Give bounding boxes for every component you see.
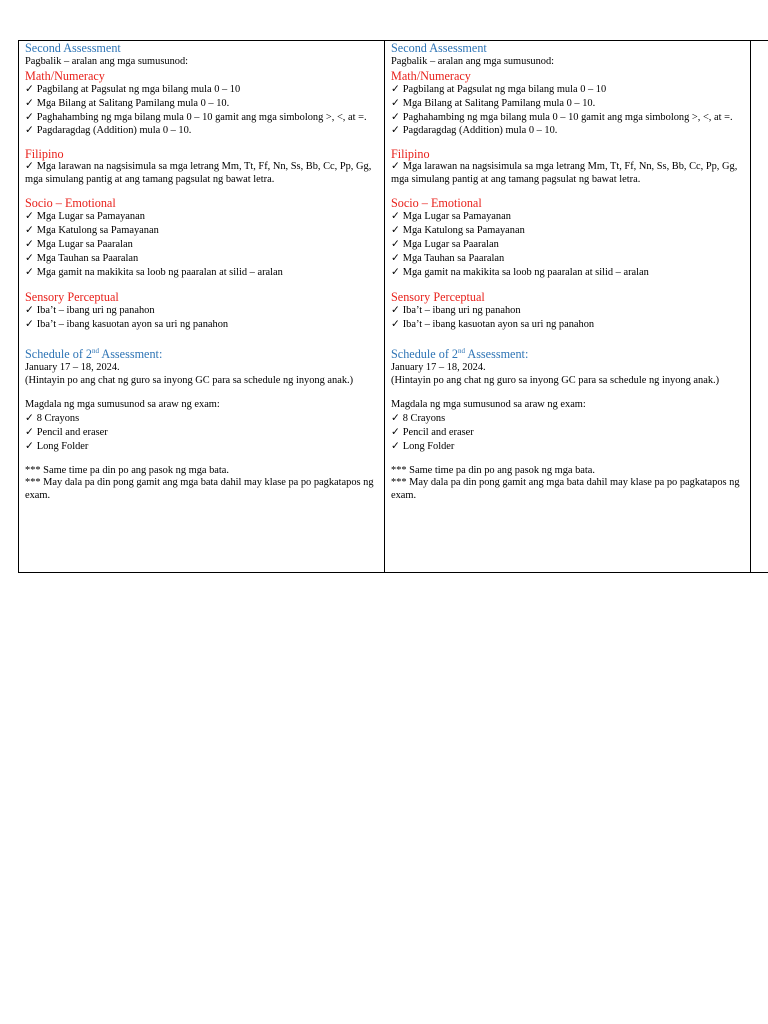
spacer [391, 187, 751, 196]
checklist-item [25, 97, 385, 111]
schedule-heading-superscript: nd [458, 346, 466, 355]
checklist-item-text: Mga Lugar sa Pamayanan [402, 210, 511, 222]
section-title: Sensory Perceptual [25, 289, 119, 304]
spacer [391, 332, 751, 348]
check-mark-icon: ✓ [25, 267, 34, 279]
review-intro: Pagbalik – aralan ang mga sumusunod: [391, 56, 555, 67]
schedule-heading [391, 348, 751, 361]
checklist-item [391, 210, 751, 224]
checklist-item [391, 224, 751, 238]
checklist-item [391, 304, 751, 318]
checklist-item [391, 266, 751, 280]
checklist-item-text: Iba’t – ibang uri ng panahon [36, 304, 155, 316]
checklist-item [391, 252, 751, 266]
check-mark-icon: ✓ [391, 304, 400, 316]
checklist-item [391, 112, 743, 125]
checklist-item [25, 124, 385, 138]
checklist-item [25, 224, 385, 238]
check-mark-icon: ✓ [391, 210, 400, 222]
review-intro: Pagbalik – aralan ang mga sumusunod: [25, 56, 189, 67]
checklist-item-text: Mga Lugar sa Pamayanan [36, 210, 145, 222]
schedule-heading-text: Assessment: [99, 347, 163, 362]
spacer [25, 455, 385, 465]
checklist-item [25, 318, 385, 332]
section-title: Math/Numeracy [391, 69, 471, 84]
checklist-item [25, 266, 385, 280]
checklist-item [25, 252, 385, 266]
checklist-item-text: Mga larawan na nagsisimula sa mga letrang Mm, Tt, Ff, Nn, Ss, Bb, Cc, Pp, Gg, mga simulang pantig at ang tamang pagsulat ng bawat letra. [391, 161, 738, 185]
table-column-1 [18, 41, 385, 572]
check-mark-icon: ✓ [391, 84, 400, 96]
spacer [391, 388, 751, 398]
spacer [391, 138, 751, 147]
checklist-item [25, 83, 385, 97]
checklist-item-text: 8 Crayons [36, 413, 80, 425]
spacer [25, 187, 385, 196]
check-mark-icon: ✓ [25, 427, 34, 439]
check-mark-icon: ✓ [25, 304, 34, 316]
check-mark-icon: ✓ [25, 413, 34, 425]
section-title: Sensory Perceptual [391, 289, 485, 304]
checklist-item [25, 210, 385, 224]
checklist-item-text: Mga Bilang at Salitang Pamilang mula 0 – 10. [402, 98, 596, 110]
check-mark-icon: ✓ [391, 427, 400, 439]
reminder-text: *** Same time pa din po ang pasok ng mga bata. [391, 464, 596, 476]
checklist-item [391, 161, 743, 186]
check-mark-icon: ✓ [25, 253, 34, 265]
check-mark-icon: ✓ [25, 111, 34, 123]
schedule-heading-text: Schedule of 2 [391, 347, 459, 362]
checklist-item-text: Mga Tauhan sa Paaralan [36, 253, 139, 265]
reminder-text: *** Same time pa din po ang pasok ng mga bata. [25, 464, 230, 476]
checklist-item [391, 238, 751, 252]
check-mark-icon: ✓ [25, 125, 34, 137]
checklist-item [25, 440, 385, 454]
check-mark-icon: ✓ [391, 111, 400, 123]
schedule-heading-superscript: nd [92, 346, 100, 355]
spacer [391, 455, 751, 465]
checklist-item-text: Long Folder [402, 441, 455, 453]
schedule-note: (Hintayin po ang chat ng guro sa inyong GC para sa schedule ng inyong anak.) [25, 375, 354, 387]
spacer [25, 281, 385, 290]
check-mark-icon: ✓ [25, 318, 34, 330]
schedule-date: January 17 – 18, 2024. [391, 362, 486, 374]
spacer [391, 281, 751, 290]
checklist-item-text: Pencil and eraser [402, 427, 474, 439]
checklist-item-text: Iba’t – ibang kasuotan ayon sa uri ng panahon [402, 318, 595, 330]
checklist-item-text: Mga gamit na makikita sa loob ng paaralan at silid – aralan [36, 267, 283, 279]
check-mark-icon: ✓ [25, 84, 34, 96]
column-content [19, 41, 385, 502]
check-mark-icon: ✓ [391, 239, 400, 250]
check-mark-icon: ✓ [391, 125, 400, 137]
assessment-table [18, 40, 768, 573]
checklist-item [391, 412, 751, 426]
column-content [385, 41, 751, 502]
schedule-heading-text: Assessment: [465, 347, 529, 362]
check-mark-icon: ✓ [391, 267, 400, 279]
section-title: Socio – Emotional [391, 195, 482, 210]
checklist-item-text: Mga Tauhan sa Paaralan [402, 253, 505, 265]
checklist-item-text: Paghahambing ng mga bilang mula 0 – 10 gamit ang mga simbolong >, <, at =. [36, 111, 367, 123]
checklist-item-text: Iba’t – ibang kasuotan ayon sa uri ng panahon [36, 318, 229, 330]
check-mark-icon: ✓ [391, 253, 400, 265]
check-mark-icon: ✓ [391, 413, 400, 425]
check-mark-icon: ✓ [391, 224, 400, 236]
checklist-item-text: Paghahambing ng mga bilang mula 0 – 10 gamit ang mga simbolong >, <, at =. [402, 111, 733, 123]
check-mark-icon: ✓ [391, 161, 400, 173]
checklist-item-text: Long Folder [36, 441, 89, 453]
check-mark-icon: ✓ [25, 441, 34, 453]
checklist-item-text: Iba’t – ibang uri ng panahon [402, 304, 521, 316]
checklist-item-text: Pagbilang at Pagsulat ng mga bilang mula 0 – 10 [402, 84, 607, 96]
bring-label: Magdala ng mga sumusunod sa araw ng exam: [391, 398, 586, 410]
checklist-item [25, 426, 385, 440]
checklist-item-text: Mga Bilang at Salitang Pamilang mula 0 – 10. [36, 98, 230, 110]
check-mark-icon: ✓ [391, 441, 400, 453]
section-title: Filipino [25, 147, 64, 162]
spacer [25, 138, 385, 147]
reminder-text: *** May dala pa din pong gamit ang mga bata dahil may klase pa po pagkatapos ng exam. [391, 477, 740, 501]
checklist-item-text: Mga Katulong sa Pamayanan [402, 224, 525, 236]
checklist-item-text: Mga Lugar sa Paaralan [402, 239, 499, 250]
checklist-item-text: Pagdaragdag (Addition) mula 0 – 10. [36, 125, 192, 137]
section-title: Socio – Emotional [25, 195, 116, 210]
assessment-heading: Second Assessment [25, 41, 121, 55]
check-mark-icon: ✓ [25, 210, 34, 222]
checklist-item [25, 112, 377, 125]
check-mark-icon: ✓ [25, 239, 34, 250]
spacer [25, 388, 385, 398]
checklist-item-text: Pencil and eraser [36, 427, 108, 439]
checklist-item-text: Mga Katulong sa Pamayanan [36, 224, 159, 236]
checklist-item-text: Pagdaragdag (Addition) mula 0 – 10. [402, 125, 558, 137]
checklist-item-text: Pagbilang at Pagsulat ng mga bilang mula 0 – 10 [36, 84, 241, 96]
checklist-item [25, 412, 385, 426]
table-column-3 [750, 41, 768, 572]
schedule-heading [25, 348, 385, 361]
check-mark-icon: ✓ [25, 161, 34, 173]
checklist-item [25, 304, 385, 318]
schedule-date: January 17 – 18, 2024. [25, 362, 120, 374]
checklist-item [391, 318, 751, 332]
checklist-item [391, 124, 751, 138]
bring-label: Magdala ng mga sumusunod sa araw ng exam: [25, 398, 220, 410]
check-mark-icon: ✓ [25, 98, 34, 110]
checklist-item-text: 8 Crayons [402, 413, 446, 425]
checklist-item-text: Mga Lugar sa Paaralan [36, 239, 133, 250]
checklist-item [391, 83, 751, 97]
schedule-note: (Hintayin po ang chat ng guro sa inyong GC para sa schedule ng inyong anak.) [391, 375, 720, 387]
reminder-text: *** May dala pa din pong gamit ang mga bata dahil may klase pa po pagkatapos ng exam. [25, 477, 374, 501]
checklist-item [25, 238, 385, 252]
checklist-item-text: Mga larawan na nagsisimula sa mga letrang Mm, Tt, Ff, Nn, Ss, Bb, Cc, Pp, Gg, mga simulang pantig at ang tamang pagsulat ng bawat letra. [25, 161, 372, 185]
checklist-item [25, 161, 377, 186]
check-mark-icon: ✓ [391, 318, 400, 330]
check-mark-icon: ✓ [391, 98, 400, 110]
spacer [25, 332, 385, 348]
checklist-item [391, 426, 751, 440]
table-column-2 [384, 41, 751, 572]
schedule-heading-text: Schedule of 2 [25, 347, 93, 362]
check-mark-icon: ✓ [25, 224, 34, 236]
checklist-item [391, 97, 751, 111]
assessment-heading: Second Assessment [391, 41, 487, 55]
checklist-item-text: Mga gamit na makikita sa loob ng paaralan at silid – aralan [402, 267, 649, 279]
section-title: Math/Numeracy [25, 69, 105, 84]
section-title: Filipino [391, 147, 430, 162]
checklist-item [391, 440, 751, 454]
